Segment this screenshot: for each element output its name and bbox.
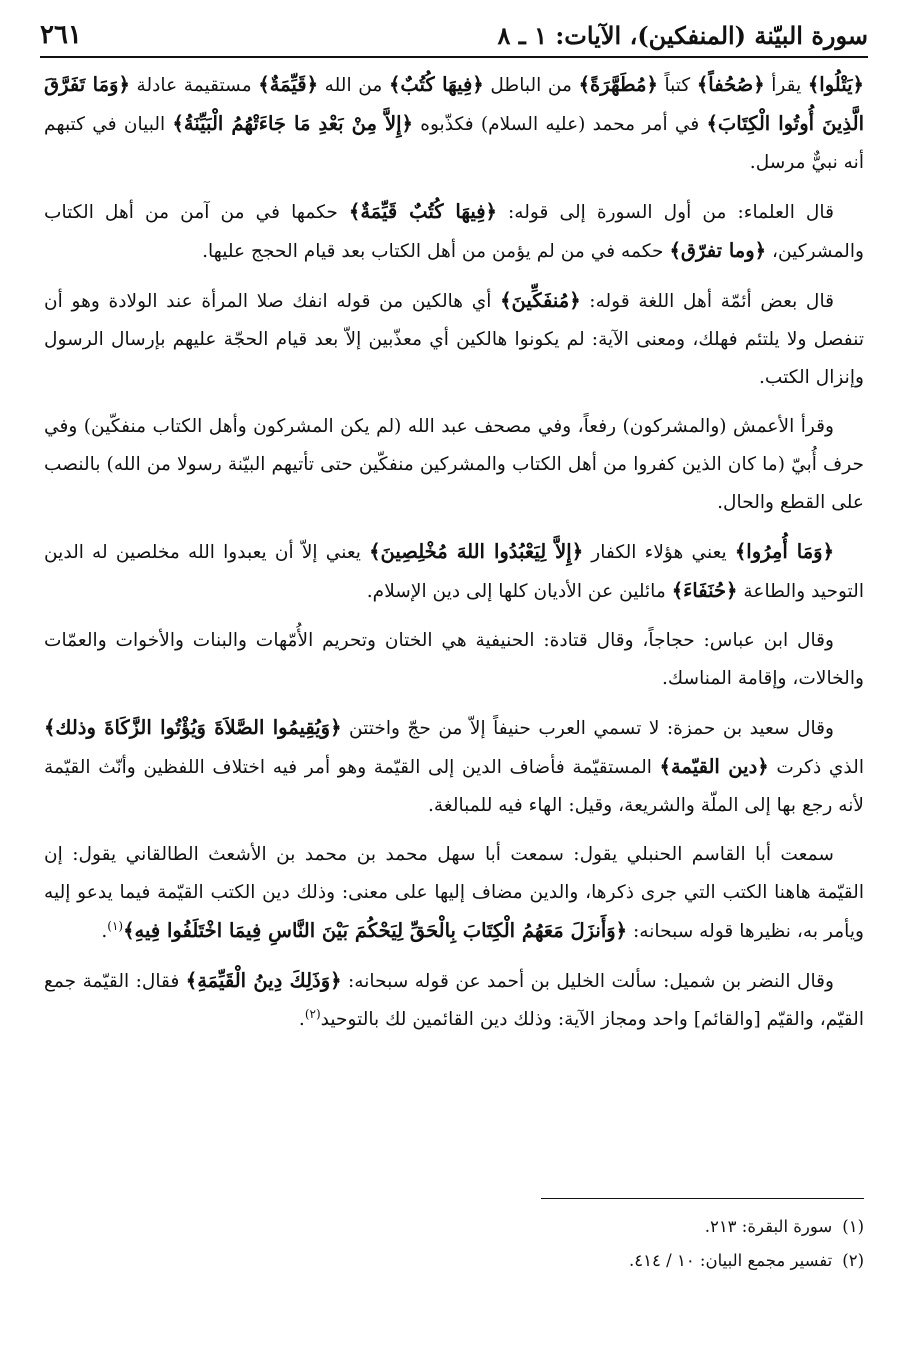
quran-quote: ﴿وَمَا تَفَرَّقَ الَّذِينَ أُوتُوا الْكِتَابَ﴾ (44, 73, 865, 135)
paragraph-text: يقرأ (764, 75, 808, 96)
paragraph-text: قال بعض أئمّة أهل اللغة قوله: (580, 291, 834, 312)
body-text (44, 66, 864, 1050)
paragraph-text: في أمر محمد (عليه السلام) فكذّبوه (413, 114, 707, 135)
page-header (40, 10, 868, 50)
paragraph-text: سمعت أبا القاسم الحنبلي يقول: سمعت أبا سهل محمد بن محمد بن الأشعث الطالقاني يقول: إن القيّمة هاهنا الكتب التي جرى ذكرها، والدين مضاف إليها على معنى: وذلك دين الكتب القيّمة فيما يدعو إليه ويأمر به، نظيرها قوله سبحانه: (44, 844, 864, 942)
quran-quote: ﴿فِيهَا كُتُبٌ﴾ (388, 73, 484, 96)
quran-quote: ﴿وَأَنزَلَ مَعَهُمُ الْكِتَابَ بِالْحَقِّ لِيَحْكُمَ بَيْنَ النَّاسِ فِيمَا اخْتَلَفُوا فِيهِ﴾ (123, 919, 628, 942)
paragraph (44, 533, 864, 611)
paragraph-text: قال العلماء: من أول السورة إلى قوله: (496, 202, 834, 223)
footnote-reference: (١) (107, 918, 124, 933)
paragraph-text: البيان في كتبهم أنه نبيٌّ مرسل. (44, 114, 864, 173)
quran-quote: ﴿مُطَهَّرَةً﴾ (578, 73, 658, 96)
page-number: ٢٦١ (40, 20, 82, 50)
paragraph-text: فقال: القيّمة جمع القيّم، والقيّم [والقائم] واحد ومجاز الآية: وذلك دين القائمين لك بالتوحيد (44, 971, 864, 1030)
paragraph (44, 962, 864, 1039)
paragraph-text: من الباطل (483, 75, 579, 96)
quran-quote: ﴿صُحُفاً﴾ (696, 73, 765, 96)
paragraph-text: أي هالكين من قوله انفك صلا المرأة عند الولادة وهو أن تنفصل ولا يلتئم فهلك، ومعنى الآية: لم يكونوا هالكين أي معذّبين إلاّ بعد قيام الحجّة عليهم بإرسال الرسول وإنزال الكتب. (44, 291, 864, 388)
footnote-number: (١) (842, 1217, 864, 1236)
paragraph-text: وقال سعيد بن حمزة: لا تسمي العرب حنيفاً إلاّ من حجّ واختتن (341, 718, 834, 739)
quran-quote: ﴿وما تفرّق﴾ (669, 239, 767, 262)
paragraph (44, 709, 864, 825)
paragraph-text: من الله (318, 75, 389, 96)
footnote (44, 1246, 864, 1276)
footnote (44, 1212, 864, 1242)
paragraph (44, 408, 864, 522)
quran-quote: ﴿مُنفَكِّينَ﴾ (500, 289, 581, 312)
footnote-number: (٢) (842, 1251, 864, 1270)
paragraph-text: وقرأ الأعمش (والمشركون) رفعاً، وفي مصحف عبد الله (لم يكن المشركون وأهل الكتاب منفكّين) وفي حرف أُبيّ (ما كان الذين كفروا من أهل الكتاب والمشركين منفكّين حتى تأتيهم البيّنة رسولا من الله) بالنصب على القطع والحال. (44, 416, 865, 513)
paragraph-text: يعني هؤلاء الكفار (583, 542, 735, 563)
running-title: سورة البيّنة (المنفكين)، الآيات: ١ ـ ٨ (497, 21, 868, 50)
paragraph-text: وقال ابن عباس: حجاجاً، وقال قتادة: الحنيفية هي الختان وتحريم الأُمّهات والبنات والأخوات والعمّات والخالات، وإقامة المناسك. (44, 630, 864, 689)
paragraph-text: . (298, 1009, 305, 1030)
footnote-text: سورة البقرة: ٢١٣. (704, 1217, 833, 1236)
header-rule (40, 56, 868, 58)
paragraph (44, 282, 864, 397)
paragraph (44, 193, 864, 271)
quran-quote: ﴿إِلاَّ مِنْ بَعْدِ مَا جَاءَتْهُمُ الْبَيِّنَةُ﴾ (172, 112, 413, 135)
footnote-reference: (٢) (304, 1006, 321, 1021)
paragraph-text: مائلين عن الأديان كلها إلى دين الإسلام. (366, 581, 672, 602)
quran-quote: ﴿يَتْلُوا﴾ (807, 73, 864, 96)
paragraph (44, 836, 864, 951)
paragraph-text: الذي ذكرت (768, 757, 864, 778)
paragraph (44, 66, 864, 182)
paragraph-text: كتباً (657, 75, 697, 96)
paragraph-text: . (101, 921, 108, 942)
quran-quote: ﴿قَيِّمَةٌ﴾ (258, 73, 319, 96)
quran-quote: ﴿وَيُقِيمُوا الصَّلاَةَ وَيُؤْتُوا الزَّكَاةَ وذلك﴾ (44, 716, 342, 739)
paragraph (44, 622, 864, 698)
footnotes (44, 1212, 864, 1280)
footnote-text: تفسير مجمع البيان: ١٠ / ٤١٤. (629, 1251, 833, 1270)
quran-quote: ﴿وَمَا أُمِرُوا﴾ (734, 540, 835, 563)
footnote-separator (541, 1198, 864, 1199)
quran-quote: ﴿إِلاَّ لِيَعْبُدُوا اللهَ مُخْلِصِينَ﴾ (369, 540, 584, 563)
paragraph-text: حكمه في من لم يؤمن من أهل الكتاب بعد قيام الحجج عليها. (202, 241, 670, 262)
paragraph-text: حكمها في من آمن من أهل الكتاب والمشركين، (44, 202, 864, 262)
quran-quote: ﴿حُنَفَاءَ﴾ (671, 579, 738, 602)
quran-quote: ﴿دين القيّمة﴾ (659, 755, 769, 778)
paragraph-text: يعني إلاّ أن يعبدوا الله مخلصين له الدين التوحيد والطاعة (44, 542, 864, 602)
paragraph-text: مستقيمة عادلة (129, 75, 259, 96)
paragraph-text: المستقيّمة فأضاف الدين إلى القيّمة وهو أمر فيه اختلاف اللفظين وأنّث القيّمة لأنه رجع بها إلى الملّة والشريعة، وقيل: الهاء فيه للمبالغة. (44, 757, 864, 816)
paragraph-text: وقال النضر بن شميل: سألت الخليل بن أحمد عن قوله سبحانه: (341, 971, 834, 992)
quran-quote: ﴿فِيهَا كُتُبٌ قَيِّمَةٌ﴾ (348, 200, 497, 223)
quran-quote: ﴿وَذَلِكَ دِينُ الْقَيِّمَةِ﴾ (185, 969, 342, 992)
